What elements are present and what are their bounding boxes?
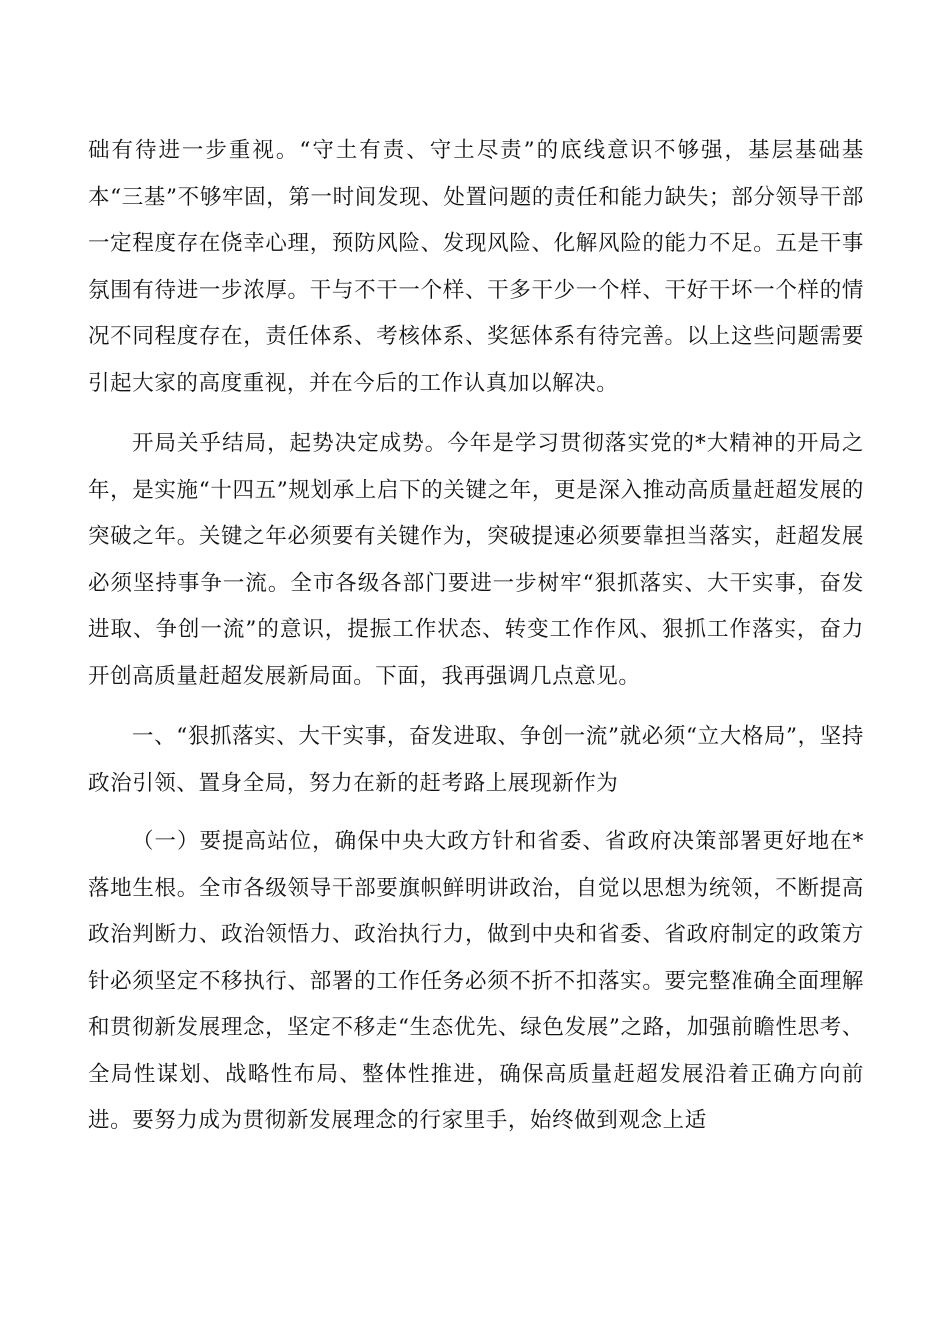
paragraph-continued: 础有待进一步重视。“守土有责、守土尽责”的底线意识不够强，基层基础基本“三基”不够牢固，第一时间发现、处置问题的责任和能力缺失；部分领导干部一定程度存在侥幸心理，预防风险、发现风险、化解风险的能力不足。五是干事氛围有待进一步浓厚。干与不干一个样、干多干少一个样、干好干坏一个样的情况不同程度存在，责任体系、考核体系、奖惩体系有待完善。以上这些问题需要引起大家的高度重视，并在今后的工作认真加以解决。 [88, 138, 864, 396]
subsection-1-1: （一）要提高站位，确保中央大政方针和省委、省政府决策部署更好地在*落地生根。全市各级领导干部要旗帜鲜明讲政治，自觉以思想为统领，不断提高政治判断力、政治领悟力、政治执行力，做到中央和省委、省政府制定的政策方针必须坚定不移执行、部署的工作任务必须不折不扣落实。要完整准确全面理解和贯彻新发展理念，坚定不移走“生态优先、绿色发展”之路，加强前瞻性思考、全局性谋划、战略性布局、整体性推进，确保高质量赶超发展沿着正确方向前进。要努力成为贯彻新发展理念的行家里手，始终做到观念上适 [88, 829, 864, 1133]
paragraph-intro: 开局关乎结局，起势决定成势。今年是学习贯彻落实党的*大精神的开局之年，是实施“十四五”规划承上启下的关键之年，更是深入推动高质量赶超发展的突破之年。关键之年必须要有关键作为，突破提速必须要靠担当落实，赶超发展必须坚持事争一流。全市各级各部门要进一步树牢“狠抓落实、大干实事，奋发进取、争创一流”的意识，提振工作状态、转变工作作风、狠抓工作落实，奋力开创高质量赶超发展新局面。下面，我再强调几点意见。 [88, 431, 864, 689]
section-heading-1: 一、“狠抓落实、大干实事，奋发进取、争创一流”就必须“立大格局”，坚持政治引领、置身全局，努力在新的赶考路上展现新作为 [88, 724, 864, 796]
body-text [88, 128, 864, 1145]
